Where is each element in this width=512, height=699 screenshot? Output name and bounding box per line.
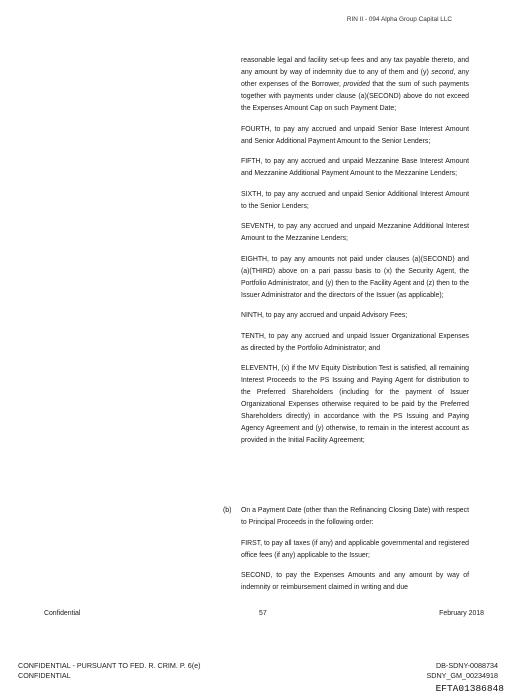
paragraph-fourth: FOURTH, to pay any accrued and unpaid Senior Base Interest Amount and Senior Additional Payment Amount to the Senior Lenders; [241,125,469,145]
footer-date: February 2018 [439,610,484,617]
stamp-line: CONFIDENTIAL - PURSUANT TO FED. R. CRIM. P. 6(e) [18,661,201,670]
doc-id: DB-SDNY-0088734 [435,661,498,670]
page-number: 57 [259,610,267,617]
confidential-stamp [18,661,201,681]
header-reference: RIN II - 094 Alpha Group Capital LLC [346,16,452,23]
paragraph-ninth: NINTH, to pay any accrued and unpaid Advisory Fees; [241,312,408,319]
clause-b-first: FIRST, to pay all taxes (if any) and applicable governmental and registered office fees (if any) applicable to the Issuer; [241,539,469,559]
paragraph-seventh: SEVENTH, to pay any accrued and unpaid Mezzanine Additional Interest Amount to the Mezzanine Lenders; [241,223,469,242]
doc-id: SDNY_GM_00234918 [426,671,498,680]
paragraph-sixth: SIXTH, to pay any accrued and unpaid Senior Additional Interest Amount to the Senior Lenders; [241,190,469,210]
footer-confidential: Confidential [44,610,81,617]
paragraph-tenth: TENTH, to pay any accrued and unpaid Issuer Organizational Expenses as directed by the Portfolio Administrator; and [241,332,469,352]
document-ids [426,661,498,681]
clause-b-second: SECOND, to pay the Expenses Amounts and any amount by way of indemnity or reimbursement claimed in writing and due [241,572,469,591]
paragraph-continuation: reasonable legal and facility set-up fees and any tax payable thereto, and any amount by way of indemnity due to any of them and (y) second, any other expenses of the Borrower, provided that the sum of such payments together with payments under clause (a)(SECOND) above do not exceed the Expenses Amount Cap on such Payment Date; [241,57,469,112]
paragraph-fifth: FIFTH, to pay any accrued and unpaid Mezzanine Base Interest Amount and Mezzanine Additional Payment Amount to the Mezzanine Lenders; [241,158,469,177]
bates-number: EFTA01386848 [435,683,504,694]
clause-b-intro: On a Payment Date (other than the Refinancing Closing Date) with respect to Principal Proceeds in the following order: [241,507,469,526]
clause-b-label: (b) [223,507,232,514]
clause-b-column [241,505,469,603]
body-column [241,55,469,456]
paragraph-eleventh: ELEVENTH, (x) if the MV Equity Distribution Test is satisfied, all remaining Interest Proceeds to the PS Issuing and Paying Agent for distribution to the Preferred Shareholders (including for the payment of Issuer Organizational Expenses otherwise required to be paid by the Preferred Shareholders directly) in accordance with the PS Issuing and Paying Agency Agreement and (y) otherwise, to remain in the interest account as provided in the Initial Facility Agreement; [241,365,469,444]
paragraph-eighth: EIGHTH, to pay any amounts not paid under clauses (a)(SECOND) and (a)(THIRD) above on a pari passu basis to (x) the Security Agent, the Portfolio Administrator, and (y) then to the Facility Agent and (z) then to the Issuer Administrator and the directors of the Issuer (as applicable); [241,255,469,299]
stamp-line: CONFIDENTIAL [18,671,71,680]
